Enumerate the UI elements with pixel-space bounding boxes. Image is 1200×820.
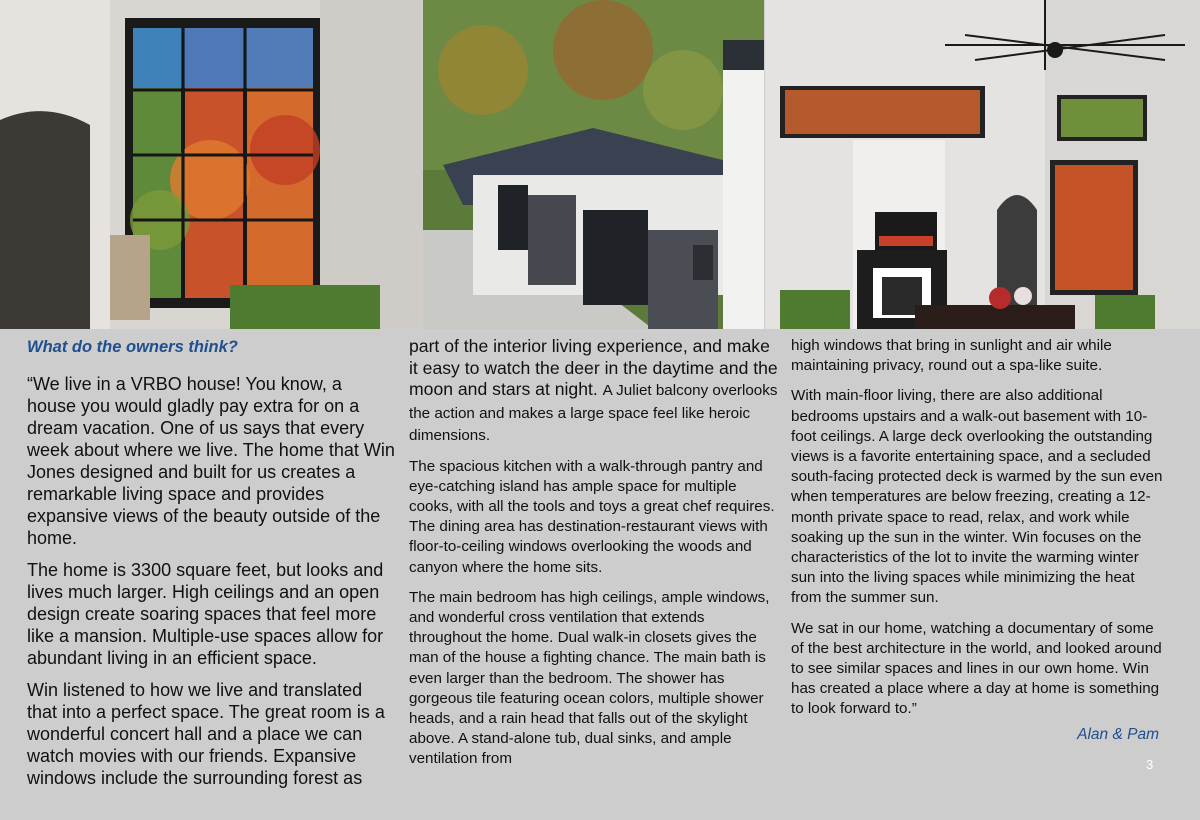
page-number: 3 (1146, 757, 1154, 772)
text-column-3 (791, 336, 1163, 744)
paragraph: We sat in our home, watching a documentary of some of the best architecture in the world, and looked around to see similar spaces and lines in our own home. Win has created a place where a day at home is something to look forward to.” (791, 619, 1162, 718)
paragraph: The main bedroom has high ceilings, ample windows, and wonderful cross ventilation that extends throughout the home. Dual walk-in closets gives the man of the house a fighting chance. The main bath is even larger than the bedroom. The shower has gorgeous tile featuring ocean colors, multiple shower heads, and a rain head that falls out of the skylight above. A stand-alone tub, dual sinks, and ample ventilation from (409, 588, 770, 768)
signature: Alan & Pam (1077, 725, 1159, 743)
paragraph-rest: A Juliet balcony overlooks the action and makes a large space feel like heroic dimensions. (409, 382, 778, 444)
photo-great-room (765, 0, 1200, 329)
section-heading: What do the owners think? (27, 338, 238, 356)
paragraph: Win listened to how we live and translated that into a perfect space. The great room is a wonderful concert hall and a place we can watch movies with our friends. Expansive windows include the surrounding forest as (27, 680, 385, 788)
text-column-2 (409, 336, 781, 780)
paragraph: With main-floor living, there are also additional bedrooms upstairs and a walk-out basement with 10-foot ceilings. A large deck overlooking the outstanding views is a favorite entertaining space, and a secluded south-facing protected deck is warmed by the sun even when temperatures are below freezing, creating a 12-month private space to read, relax, and work while soaking up the sun in the winter. Win focuses on the characteristics of the lot to invite the warming winter sun into the living spaces while minimizing the heat from the summer sun. (791, 387, 1163, 607)
paragraph (409, 336, 781, 447)
paragraph: “We live in a VRBO house! You know, a house you would gladly pay extra for on a dream vacation. One of us says that every week about where we live. The home that Win Jones designed and built for us creates a remarkable living space and provides expansive views of the beauty outside of the home. (27, 374, 395, 548)
photo-strip (0, 0, 1200, 329)
paragraph: high windows that bring in sunlight and air while maintaining privacy, round out a spa-like suite. (791, 337, 1112, 375)
text-column-1 (27, 336, 395, 799)
photo-house-exterior (423, 0, 764, 329)
paragraph-lead: part of the interior living experience, and make it easy to watch the deer in the daytime and the moon and stars at night. (409, 336, 778, 399)
paragraph: The spacious kitchen with a walk-through pantry and eye-catching island has ample space for multiple cooks, with all the tools and toys a great chef requires. The dining area has destination-restaurant views with floor-to-ceiling windows overlooking the woods and canyon where the home sits. (409, 457, 775, 576)
photo-interior-window (0, 0, 422, 329)
paragraph: The home is 3300 square feet, but looks and lives much larger. High ceilings and an open design create soaring spaces that feel more like a mansion. Multiple-use spaces allow for abundant living in an efficient space. (27, 560, 384, 668)
